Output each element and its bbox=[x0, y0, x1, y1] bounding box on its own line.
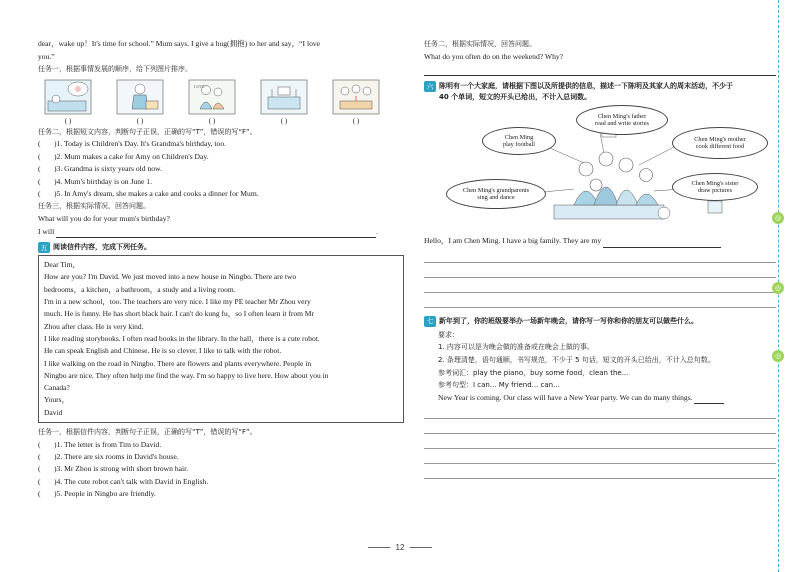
page-number-footer bbox=[0, 543, 800, 552]
tf-item-3[interactable]: ( )3. Grandma is sixty years old now. bbox=[38, 164, 162, 174]
writing-line[interactable] bbox=[424, 263, 776, 278]
family-illustration bbox=[424, 105, 776, 229]
letter-line: Dear Tim， bbox=[44, 260, 81, 270]
letter-line: How are you? I'm David. We just moved into a new house in Ningbo. There are two bbox=[44, 272, 297, 282]
writing-start-row bbox=[424, 235, 776, 248]
tf-item-5[interactable]: ( )5. In Amy's dream, she makes a cake and cooks a dinner for Mum. bbox=[38, 189, 259, 198]
letter-line: I'm in a new school，too. The teachers are very nice. I like my PE teacher Mr Zhou very bbox=[44, 297, 311, 307]
page-number: 12 bbox=[395, 543, 405, 552]
requirement-line: 参考词汇：play the piano，buy some food，clean the... bbox=[438, 368, 629, 377]
requirements-block bbox=[424, 329, 776, 405]
section-6-header bbox=[424, 81, 776, 103]
answer-period: . bbox=[376, 226, 379, 236]
picture-item-5 bbox=[330, 79, 382, 126]
task2-heading: 任务二，根据短文内容，判断句子正误，正确的写“T”，错误的写“F”。 bbox=[38, 127, 257, 136]
answer-row bbox=[38, 226, 410, 239]
writing-line[interactable] bbox=[424, 248, 776, 263]
task1-heading: 任务一，根据事情发展的顺序，给下列图片排序。 bbox=[38, 65, 192, 74]
tf-letter-item-3[interactable]: ( )3. Mr Zhou is strong with short brown hair. bbox=[38, 464, 189, 474]
section-6-badge: 六 bbox=[424, 81, 436, 92]
task3-heading: 任务三，根据实际情况，回答问题。 bbox=[38, 202, 150, 211]
letter-line: I like reading storybooks. I often read books in the library. In the hall，there is a cute robot. bbox=[44, 333, 320, 343]
section-5-header bbox=[38, 242, 410, 253]
letter-line: He can speak English and Chinese. He is so clever. I like to talk with the robot. bbox=[44, 346, 282, 356]
picture-answer-2[interactable]: ( ) bbox=[136, 116, 144, 125]
picture-item-1 bbox=[42, 79, 94, 126]
writing-line[interactable] bbox=[424, 278, 776, 293]
sleeping-child-picture bbox=[44, 79, 92, 115]
bubble-father: Chen Ming's father read and write stories bbox=[576, 105, 668, 135]
section-6-title-wrap bbox=[439, 81, 733, 103]
left-column bbox=[38, 38, 410, 501]
tf-item-2[interactable]: ( )2. Mum makes a cake for Amy on Children's Day. bbox=[38, 151, 209, 161]
requirements-label: 要求： bbox=[438, 330, 459, 339]
writing2-start-blank[interactable] bbox=[694, 395, 724, 404]
birthday-picture bbox=[260, 79, 308, 115]
picture-item-2 bbox=[114, 79, 166, 126]
task3-question: What will you do for your mum's birthday? bbox=[38, 214, 170, 223]
picture-item-3 bbox=[186, 79, 238, 126]
writing2-line[interactable] bbox=[424, 404, 776, 419]
requirement-line: 参考句型：I can... My friend... can... bbox=[438, 381, 560, 390]
picture-answer-1[interactable]: ( ) bbox=[64, 116, 72, 125]
tf-item-4[interactable]: ( )4. Mum's birthday is on June 1. bbox=[38, 176, 152, 186]
writing2-line[interactable] bbox=[424, 464, 776, 479]
tf-item-1[interactable]: ( )1. Today is Children's Day. It's Grandma's birthday, too. bbox=[38, 139, 227, 149]
letter-line: I like walking on the road in Ningbo. There are flowers and plants everywhere. People in bbox=[44, 358, 312, 368]
writing2-line[interactable] bbox=[424, 449, 776, 464]
tf-letter-item-4[interactable]: ( )4. The cute robot can't talk with David in English. bbox=[38, 476, 209, 486]
section-5-title: 阅读信件内容，完成下列任务。 bbox=[53, 243, 151, 252]
letter-line: much. He is funny. He has short black hair. I can't do kung fu，so I often learn it from Mr bbox=[44, 309, 314, 319]
answer-blank[interactable] bbox=[56, 226, 379, 238]
section-7-header bbox=[424, 316, 776, 327]
letter-line: bedrooms，a kitchen，a bathroom，a study and a living room. bbox=[44, 284, 236, 294]
letter-box bbox=[38, 255, 404, 423]
bubble-mother: Chen Ming's mother cook different food bbox=[672, 127, 768, 159]
writing2-line[interactable] bbox=[424, 434, 776, 449]
picture-item-4 bbox=[258, 79, 310, 126]
writing-line[interactable] bbox=[424, 293, 776, 308]
task5-heading: 任务一，根据信件内容，判断句子正误，正确的写“T”，错误的写“F”。 bbox=[38, 428, 257, 437]
hug-picture bbox=[188, 79, 236, 115]
section-7-badge: 七 bbox=[424, 316, 436, 327]
section-5-badge: 五 bbox=[38, 242, 50, 253]
tf-letter-item-1[interactable]: ( )1. The letter is from Tim to David. bbox=[38, 439, 162, 449]
requirement-line: 1. 内容可以是为晚会做的准备或在晚会上做的事。 bbox=[438, 343, 594, 352]
tf-letter-item-5[interactable]: ( )5. People in Ningbo are friendly. bbox=[38, 489, 156, 499]
section-6-title-line-2: 40 个单词，短文的开头已给出，不计入总词数。 bbox=[439, 93, 592, 102]
section-6-title-line-1: 陈明有一个大家庭，请根据下图以及所提供的信息，描述一下陈明及其家人的周末活动，不少于 bbox=[439, 82, 733, 91]
right-task2-blank[interactable] bbox=[424, 67, 776, 76]
binding-dot-icon: ◎ bbox=[772, 212, 784, 224]
intro-line-2: you.” bbox=[38, 51, 55, 61]
bubble-sister: Chen Ming's sister draw pictures bbox=[672, 173, 758, 201]
picture-answer-4[interactable]: ( ) bbox=[280, 116, 288, 125]
letter-line: Ningbo are nice. They often help me find the way. I'm so happy to live here. How about you in bbox=[44, 370, 329, 380]
letter-line: David bbox=[44, 407, 63, 417]
i-will-label: I will bbox=[38, 226, 55, 236]
page-number-dash-right bbox=[410, 547, 432, 548]
right-task2-blank-row bbox=[424, 63, 776, 77]
picture-ordering-row bbox=[42, 79, 382, 126]
bubble-grandparents: Chen Ming's grandparents sing and dance bbox=[446, 179, 546, 209]
letter-line: Zhou after class. He is very kind. bbox=[44, 321, 144, 331]
section-7-title: 新年到了，你的班级要举办一场新年晚会，请你写一写你和你的朋友可以做些什么。 bbox=[439, 316, 698, 325]
binding-dot-icon: ◎ bbox=[772, 282, 784, 294]
writing-start-text: Hello，I am Chen Ming. I have a big family. They are my bbox=[424, 236, 602, 246]
cake-picture bbox=[116, 79, 164, 115]
right-task2-question: What do you often do on the weekend? Why? bbox=[424, 51, 564, 61]
writing-start-blank[interactable] bbox=[603, 239, 721, 248]
requirement-line: 2. 条理清楚，语句通顺，书写规范，不少于 5 句话，短文的开头已给出，不计入总句数。 bbox=[438, 355, 715, 364]
page-number-dash-left bbox=[368, 547, 390, 548]
picture-answer-5[interactable]: ( ) bbox=[352, 116, 360, 125]
bubble-chen-ming: Chen Ming play football bbox=[482, 127, 556, 155]
writing2-start-text: New Year is coming. Our class will have a New Year party. We can do many things. bbox=[438, 392, 693, 402]
writing2-line[interactable] bbox=[424, 419, 776, 434]
right-column bbox=[424, 38, 776, 479]
intro-line-1: dear，wake up！It's time for school.” Mum says. I give a hug(拥抱) to her and say，“I love bbox=[38, 39, 321, 48]
party-picture bbox=[332, 79, 380, 115]
tf-letter-item-2[interactable]: ( )2. There are six rooms in David's house. bbox=[38, 452, 179, 462]
letter-line: Canada? bbox=[44, 383, 70, 393]
picture-answer-3[interactable]: ( ) bbox=[208, 116, 216, 125]
binding-dot-icon: ◎ bbox=[772, 350, 784, 362]
right-task2-heading: 任务二，根据实际情况，回答问题。 bbox=[424, 40, 536, 48]
writing2-start-row bbox=[438, 392, 776, 405]
letter-line: Yours， bbox=[44, 395, 70, 405]
svg-text:LOVE: LOVE bbox=[194, 83, 205, 89]
